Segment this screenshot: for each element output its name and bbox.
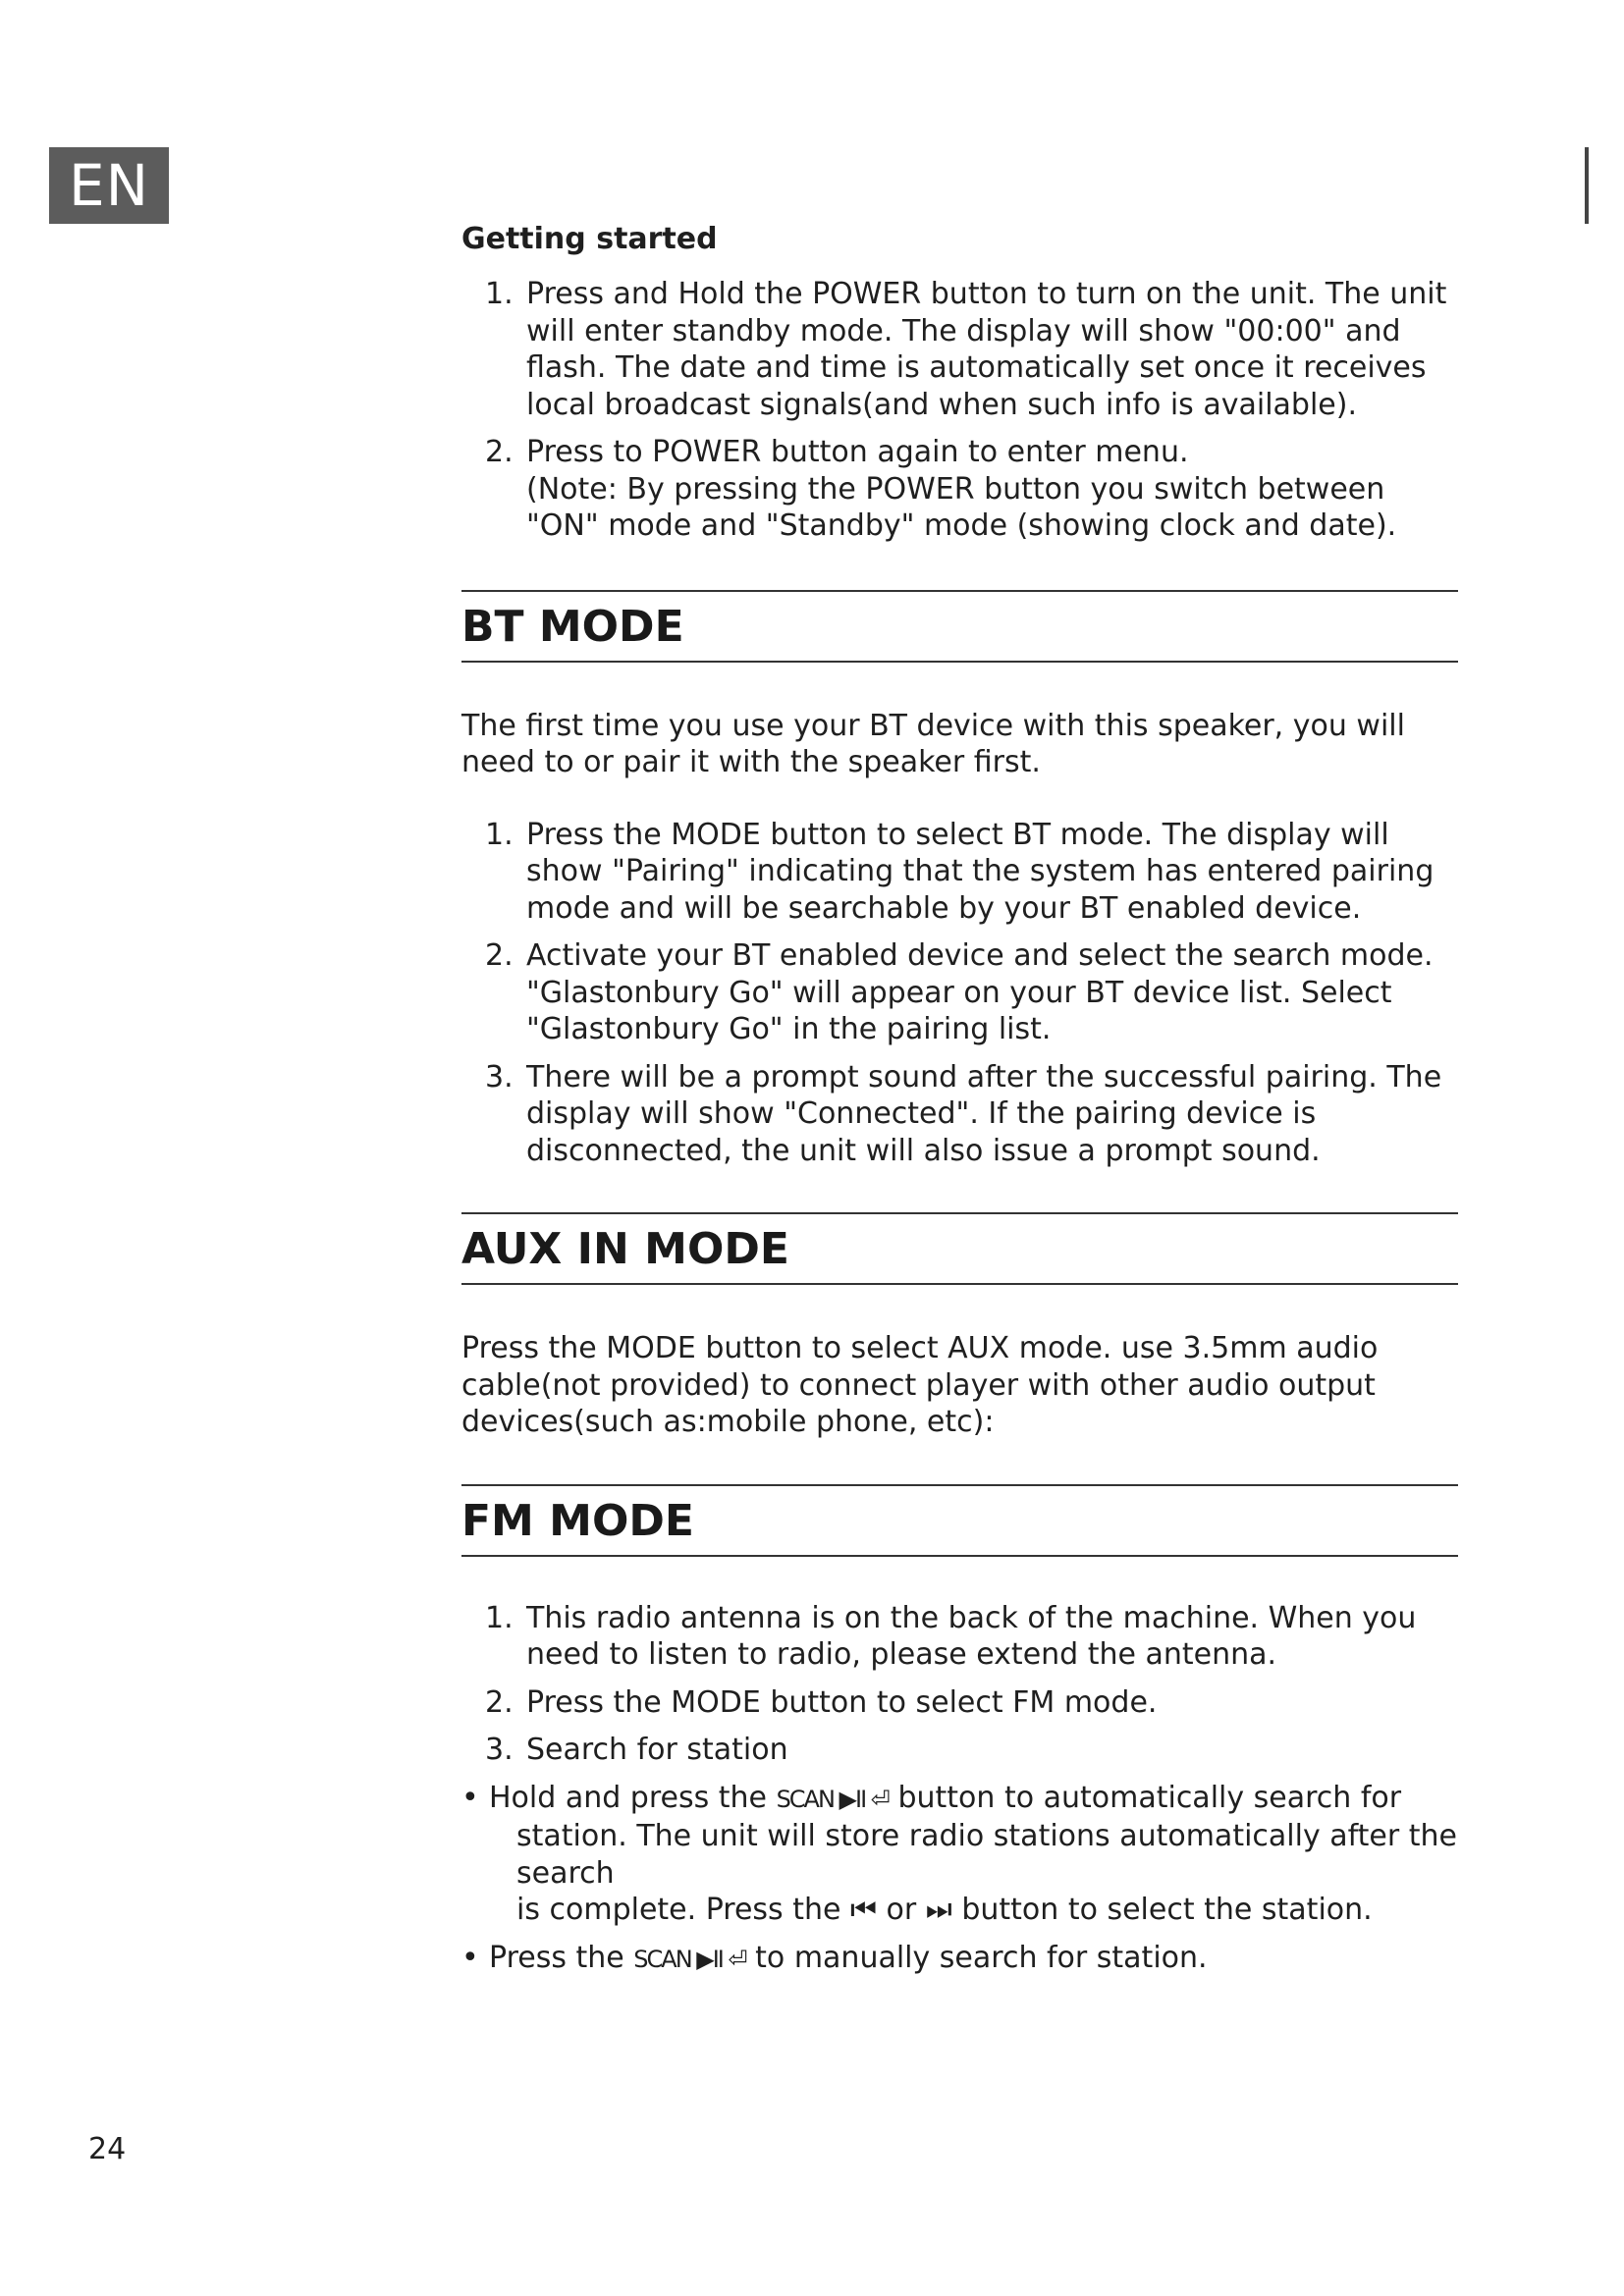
bullet-dot: • (461, 1940, 479, 1975)
aux-mode-heading (461, 1212, 1458, 1285)
bullet-text: is complete. Press the (516, 1893, 841, 1927)
step-text: Press to POWER button again to enter menu. (526, 435, 1189, 469)
bullet-text: Hold and press the (489, 1780, 768, 1815)
step-text: This radio antenna is on the back of the machine. When you need to listen to radio, please extend the antenna. (526, 1600, 1417, 1672)
previous-icon: ⏮ (849, 1893, 877, 1927)
list-item (461, 1684, 1458, 1722)
list-item (461, 937, 1458, 1048)
bt-mode-steps (461, 817, 1458, 1170)
step-number: 1. (485, 1600, 514, 1635)
bullet-text: button to automatically search for (897, 1780, 1402, 1815)
bullet-text: or (886, 1893, 917, 1927)
step-text: Press the MODE button to select BT mode. The display will show "Pairing" indicating that the system has entered pairing mode and will be searchable by your BT enabled device. (526, 817, 1435, 926)
list-item (461, 817, 1458, 928)
aux-mode-text: Press the MODE button to select AUX mode. use 3.5mm audio cable(not provided) to connect player with other audio output devices(such as:mobile phone, etc): (461, 1331, 1379, 1439)
step-number: 3. (485, 1733, 514, 1767)
list-item (461, 276, 1458, 423)
bt-mode-title: BT MODE (461, 601, 684, 652)
fm-mode-steps (461, 1600, 1458, 1769)
step-text: There will be a prompt sound after the successful pairing. The display will show "Connected". If the pairing device is disconnected, the unit will also issue a prompt sound. (526, 1059, 1442, 1168)
step-note: (Note: By pressing the POWER button you switch between "ON" mode and "Standby" mode (showing clock and date). (526, 471, 1397, 543)
list-item (461, 434, 1458, 545)
step-number: 2. (485, 435, 514, 469)
page-content (461, 222, 1458, 1989)
next-icon: ⏭ (925, 1893, 952, 1927)
step-text: Search for station (526, 1733, 788, 1767)
step-number: 3. (485, 1059, 514, 1095)
step-text: Press and Hold the POWER button to turn on the unit. The unit will enter standby mode. The display will show "00:00" and flash. The date and time is automatically set once it receives local broadcast signals(and when such info is available). (526, 277, 1447, 422)
bullet-text: Press the (489, 1940, 624, 1975)
getting-started-title: Getting started (461, 222, 718, 256)
list-item (461, 1059, 1458, 1170)
step-number: 2. (485, 1684, 514, 1720)
bullet-line (489, 1892, 1458, 1929)
scan-play-pause-icon: SCAN ▶II ⏎ (776, 1785, 889, 1813)
bt-mode-intro: The first time you use your BT device with this speaker, you will need to or pair it with the speaker first. (461, 708, 1405, 779)
fm-mode-bullets (461, 1780, 1458, 1979)
bullet-dot: • (461, 1780, 479, 1815)
bullet-text: station. The unit will store radio stations automatically after the search (516, 1819, 1457, 1891)
aux-mode-title: AUX IN MODE (461, 1224, 789, 1274)
step-number: 1. (485, 277, 514, 311)
bt-mode-heading (461, 590, 1458, 663)
page-number: 24 (88, 2132, 127, 2166)
step-text: Activate your BT enabled device and select the search mode. "Glastonbury Go" will appear on your BT device list. Select "Glastonbury Go" in the pairing list. (526, 938, 1434, 1046)
page-edge-marker (1585, 147, 1589, 224)
getting-started-steps (461, 276, 1458, 545)
bullet-text: to manually search for station. (755, 1940, 1208, 1975)
bullet-text: button to select the station. (961, 1893, 1373, 1927)
step-text: Press the MODE button to select FM mode. (526, 1684, 1158, 1720)
fm-mode-heading (461, 1484, 1458, 1557)
step-number: 1. (485, 817, 514, 852)
list-item (461, 1732, 1458, 1769)
list-item (461, 1940, 1458, 1979)
step-number: 2. (485, 938, 514, 973)
language-tab: EN (49, 147, 169, 224)
list-item (461, 1780, 1458, 1929)
fm-mode-title: FM MODE (461, 1495, 694, 1546)
scan-play-pause-icon: SCAN ▶II ⏎ (633, 1945, 746, 1973)
list-item (461, 1600, 1458, 1674)
